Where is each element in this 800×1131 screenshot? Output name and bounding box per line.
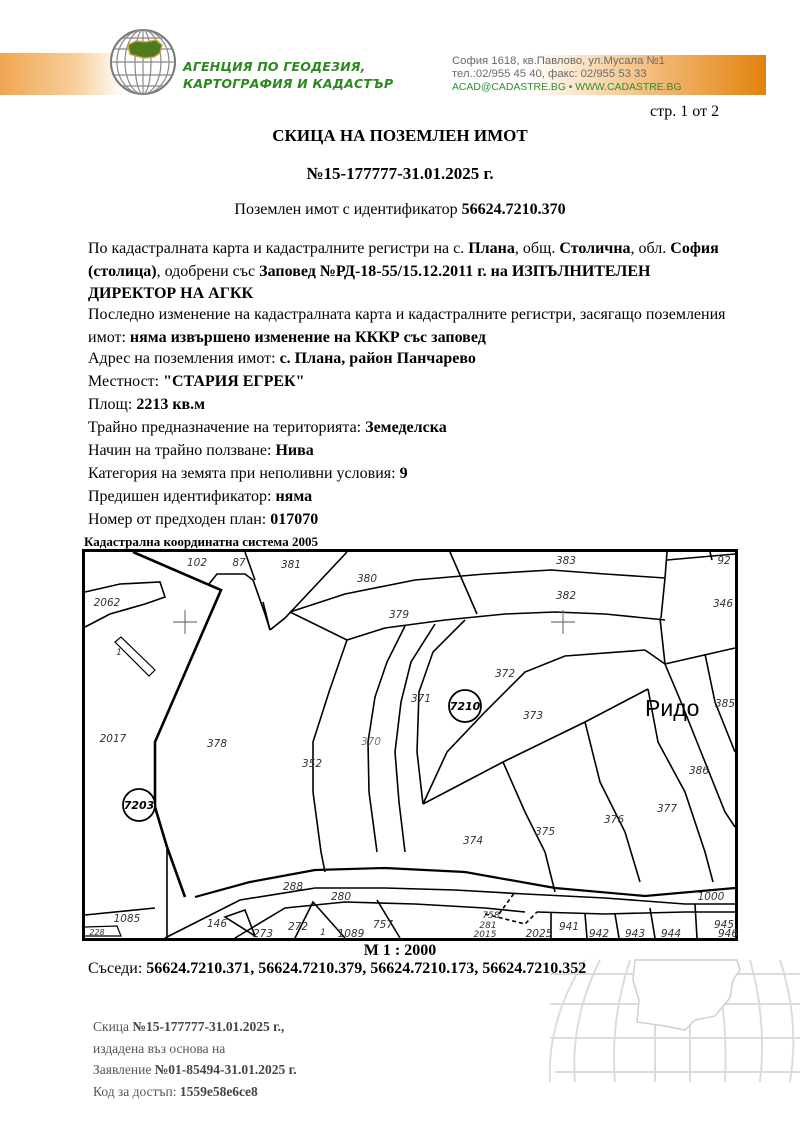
parcel-label: 385 xyxy=(714,698,736,710)
footer-label: Заявление xyxy=(93,1062,155,1077)
last-change-label: Последно изменение на кадастралната карта и кадастралните регистри, засягащо поземления имот: xyxy=(88,306,726,346)
cadastral-zone-label: 7203 xyxy=(123,799,155,812)
footer-sketch-number xyxy=(93,1016,297,1038)
field-label: Площ: xyxy=(88,396,137,413)
parcel-label: 1 xyxy=(320,928,326,938)
parcel-label: 374 xyxy=(462,835,484,847)
approval-text: , общ. xyxy=(514,240,560,257)
parcel-label: 102 xyxy=(186,557,208,569)
parcel-label: 377 xyxy=(656,803,678,815)
parcel-label: 87 xyxy=(232,557,246,569)
parcel-label: 942 xyxy=(588,928,610,940)
agency-name xyxy=(183,58,393,92)
parcel-label: 1 xyxy=(116,648,122,658)
field-purpose xyxy=(88,417,738,440)
parcel-label: 371 xyxy=(410,693,432,705)
field-label: Номер от предходен план: xyxy=(88,511,271,528)
identifier-label: Поземлен имот с идентификатор xyxy=(234,201,462,218)
parcel-label: 376 xyxy=(603,814,625,826)
parcel-label: 381 xyxy=(280,559,302,571)
cadastral-zone-label: 7210 xyxy=(449,700,481,713)
field-label: Адрес на поземления имот: xyxy=(88,350,280,367)
municipality-name: Столична xyxy=(559,240,631,257)
agency-name-line2: КАРТОГРАФИЯ И КАДАСТЪР xyxy=(183,76,394,91)
watermark-globe-icon xyxy=(545,960,800,1131)
neighbours-value: 56624.7210.371, 56624.7210.379, 56624.7210.173, 56624.7210.352 xyxy=(146,960,587,977)
parcel-label: 382 xyxy=(555,590,577,602)
agency-address: София 1618, кв.Павлово, ул.Мусала №1 xyxy=(452,55,665,67)
footer-value: №01-85494-31.01.2025 г. xyxy=(154,1062,297,1077)
parcel-label: 2062 xyxy=(93,597,121,609)
page-indicator: стр. 1 от 2 xyxy=(650,103,720,120)
parcel-label: 373 xyxy=(522,710,544,722)
approval-text: , одобрени със xyxy=(156,262,260,280)
approval-text: По кадастралната карта и кадастралните регистри на с. xyxy=(88,240,469,257)
parcel-label: 146 xyxy=(206,918,228,930)
parcel-label: 272 xyxy=(287,921,309,933)
parcel-label: 945 xyxy=(713,919,735,931)
parcel-label: 370 xyxy=(360,736,382,748)
parcel-label: 941 xyxy=(558,921,580,933)
agency-email-web[interactable]: ACAD@CADASTRE.BG • WWW.CADASTRE.BG xyxy=(452,82,682,93)
parcel-label: 1085 xyxy=(113,913,141,925)
field-previous-id xyxy=(88,486,738,509)
parcel-label: 92 xyxy=(717,555,731,567)
locality-label: Ридо xyxy=(645,695,700,721)
field-value: 9 xyxy=(399,465,408,482)
field-value: няма xyxy=(275,488,313,505)
parcel-label: 1000 xyxy=(697,891,725,903)
agency-phone-fax: тел.:02/955 45 40, факс: 02/955 53 33 xyxy=(452,68,647,80)
field-label: Начин на трайно ползване: xyxy=(88,442,276,459)
parcel-label: 372 xyxy=(494,668,516,680)
parcel-label: 2025 xyxy=(525,928,553,940)
approval-order: Заповед №РД-18-55/15.12.2011 г. на ИЗПЪЛНИТЕЛЕН ДИРЕКТОР НА АГКК xyxy=(88,262,651,302)
parcel-label: 943 xyxy=(624,928,646,940)
field-value: 017070 xyxy=(270,511,319,528)
parcel-label: 380 xyxy=(356,573,378,585)
region-name: София (столица) xyxy=(88,240,719,280)
field-value: 2213 кв.м xyxy=(136,396,206,413)
parcel-label: 379 xyxy=(388,609,410,621)
parcel-label: 352 xyxy=(301,758,323,770)
field-value: с. Плана, район Панчарево xyxy=(279,350,476,367)
field-label: Местност: xyxy=(88,373,164,390)
field-label: Трайно предназначение на територията: xyxy=(88,419,366,436)
parcel-label: 757 xyxy=(372,919,394,931)
parcel-label: 346 xyxy=(712,598,734,610)
footer-value: 1559e58e6ce8 xyxy=(179,1083,258,1099)
neighbours-label: Съседи: xyxy=(88,960,147,977)
parcel-label: 383 xyxy=(555,555,577,567)
field-usage xyxy=(88,440,738,463)
field-area xyxy=(88,394,738,417)
footer-label: Код за достъп: xyxy=(93,1083,180,1099)
header-gradient-left xyxy=(0,53,125,95)
parcel-label: 946 xyxy=(717,928,739,940)
field-label: Предишен идентификатор: xyxy=(88,488,276,505)
parcel-label: 378 xyxy=(206,738,228,750)
parcel-label: 1089 xyxy=(337,928,365,940)
field-value: Нива xyxy=(275,442,314,459)
field-previous-plan xyxy=(88,509,738,532)
field-address xyxy=(88,348,738,371)
parcel-label: 280 xyxy=(330,891,352,903)
cadastral-map xyxy=(82,549,738,941)
parcel-label: 288 xyxy=(282,881,304,893)
village-name: Плана xyxy=(468,240,515,257)
parcel-label: 2015 xyxy=(473,930,497,940)
document-number: №15-177777-31.01.2025 г. xyxy=(306,164,494,183)
last-change-paragraph xyxy=(88,304,738,349)
footer-value: №15-177777-31.01.2025 г., xyxy=(132,1019,285,1034)
agency-logo-globe-icon xyxy=(108,27,178,97)
footer-label: Скица xyxy=(93,1019,133,1034)
approval-paragraph xyxy=(88,238,738,306)
issue-footer xyxy=(93,1016,297,1102)
parcel-label: 375 xyxy=(534,826,556,838)
parcel-label: 386 xyxy=(688,765,710,777)
approval-text: , обл. xyxy=(630,240,671,257)
last-change-value: няма извършено изменение на КККР със заповед xyxy=(129,328,486,346)
footer-application-number xyxy=(93,1059,297,1081)
parcel-label: 281 xyxy=(479,921,497,931)
cadastral-map-drawing xyxy=(85,552,739,940)
document-title: СКИЦА НА ПОЗЕМЛЕН ИМОТ xyxy=(272,126,528,145)
footer-access-code xyxy=(93,1081,297,1103)
field-label: Категория на земята при неполивни условия: xyxy=(88,465,400,482)
map-scale: М 1 : 2000 xyxy=(363,942,437,959)
parcel-label: 228 xyxy=(89,928,105,937)
parcel-label: 273 xyxy=(252,928,274,940)
parcel-label: 944 xyxy=(660,928,682,940)
identifier-value: 56624.7210.370 xyxy=(461,201,566,218)
property-identifier xyxy=(0,201,800,219)
field-value: Земеделска xyxy=(365,419,447,436)
parcel-label: 758 xyxy=(482,911,500,921)
field-locality xyxy=(88,371,738,394)
footer-issued-based-on: издадена въз основа на xyxy=(93,1040,226,1056)
coordinate-system-label: Кадастрална координатна система 2005 xyxy=(84,534,318,549)
neighbours-line xyxy=(88,960,586,978)
field-category xyxy=(88,463,738,486)
agency-name-line1: АГЕНЦИЯ ПО ГЕОДЕЗИЯ, xyxy=(183,59,366,74)
field-value: "СТАРИЯ ЕГРЕК" xyxy=(163,373,305,390)
agency-contact xyxy=(452,55,682,94)
parcel-label: 2017 xyxy=(99,733,127,745)
